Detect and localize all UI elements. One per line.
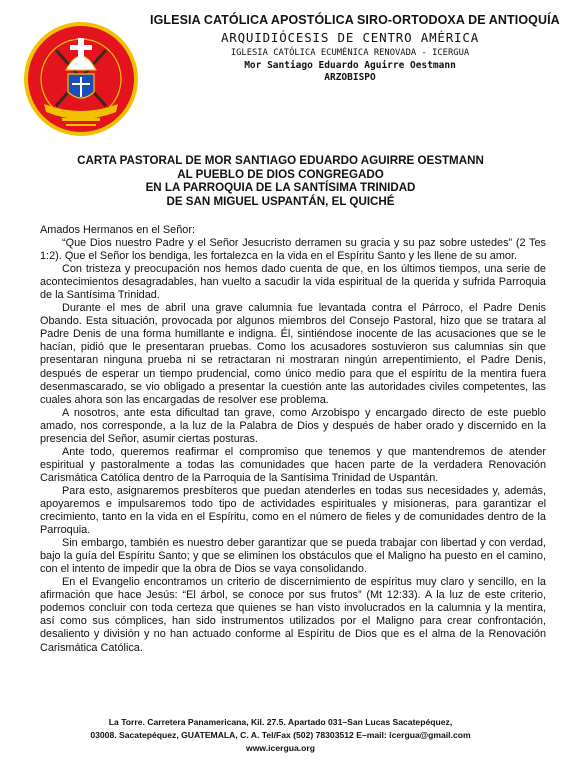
footer-line: La Torre. Carretera Panamericana, Kil. 27.5. Apartado 031–San Lucas Sacatepéquez, [108, 717, 453, 727]
letterhead [150, 12, 560, 84]
title-line: EN LA PARROQUIA DE LA SANTÍSIMA TRINIDAD [145, 181, 416, 194]
title-line: AL PUEBLO DE DIOS CONGREGADO [177, 167, 384, 181]
footer-address [20, 716, 541, 755]
title-line: CARTA PASTORAL DE MOR SANTIAGO EDUARDO AGUIRRE OESTMANN [77, 154, 484, 167]
paragraph: Durante el mes de abril una grave calumnia fue levantada contra el Párroco, el Padre Denis Obando. Esta situación, provocada por algunos miembros del Consejo Pastoral, hizo que se tratara al Padre Denis de una forma humillante e indigna. Él, sintiéndose inocente de las acusaciones que se le hacían, pidió que le presentaran pruebas. Como los acusadores sostuvieron sus calumnias sin que presentaran ninguna prueba ni se retractaran ni mostraran ningún arrepentimiento, el Padre Denis, después de esperar un tiempo prudencial, como único medio para que el espíritu de la mentira fuera desenmascarado, se vio obligado a presentar la cuestión ante las autoridades civiles competentes, las cuales ahora son las encargadas de resolver ese problema. [40, 302, 546, 406]
letter-title [20, 154, 541, 208]
archbishop-name: Mor Santiago Eduardo Aguirre Oestmann [244, 60, 456, 71]
footer-website: www.icergua.org [246, 743, 315, 753]
greeting: Amados Hermanos en el Señor: [40, 224, 195, 236]
paragraph: “Que Dios nuestro Padre y el Señor Jesucristo derramen su gracia y su paz sobre ustedes” (2 Tes 1:2). Que el Señor los bendiga, les fortalezca en la vida en el Espíritu Santo y les llene de su amor. [40, 237, 546, 263]
church-subtitle: IGLESIA CATÓLICA ECUMÉNICA RENOVADA - ICERGUA [230, 48, 470, 58]
paragraph: Para esto, asignaremos presbíteros que puedan atenderles en todas sus necesidades y, además, apoyaremos e impulsaremos todo tipo de actividades espirituales y misioneras, para garantizar el crecimiento, tanto en la vida en el Espíritu, como en el número de fieles y de comunidades dentro de la Parroquia. [40, 484, 546, 537]
archbishop-title: ARZOBISPO [324, 72, 376, 83]
paragraph: En el Evangelio encontramos un criterio de discernimiento de espíritus muy claro y sencillo, en la afirmación que hace Jesús: “El árbol, se conoce por sus frutos” (Mt 12:33). A la luz de este criterio, podemos concluir con toda certeza que quienes se han visto involucrados en la calumnia y la mentira, así como sus cómplices, han sido instrumentos utilizados por el Maligno para crear confrontación, desaliento y división y no han actuado conforme al Espíritu de Dios que es el alma de la Renovación Carismática Católica. [40, 576, 546, 654]
diocesan-seal-icon [22, 20, 140, 138]
church-name: IGLESIA CATÓLICA APOSTÓLICA SIRO-ORTODOXA DE ANTIOQUÍA [150, 13, 560, 27]
paragraph: Ante todo, queremos reafirmar el compromiso que tenemos y que mantendremos de atender espiritual y pastoralmente a todas las comunidades que hacen parte de la verdadera Renovación Carismática Católica dentro de la Parroquia de la Santísima Trinidad de Uspantán. [40, 445, 546, 484]
archdiocese-name: ARQUIDIÓCESIS DE CENTRO AMÉRICA [220, 30, 480, 45]
paragraph: Sin embargo, también es nuestro deber garantizar que se pueda trabajar con libertad y con verdad, bajo la guía del Espíritu Santo; y que se eliminen los obstáculos que el Maligno ha puesto en el camino, con el intento de impedir que la obra de Dios se vaya consolidando. [40, 537, 546, 576]
letter-body [40, 224, 546, 655]
title-line: DE SAN MIGUEL USPANTÁN, EL QUICHÉ [166, 194, 395, 208]
footer-line: 03008. Sacatepéquez, GUATEMALA, C. A. Tel/Fax (502) 78303512 E–mail: icergua@gmail.com [90, 730, 471, 740]
paragraph: Con tristeza y preocupación nos hemos dado cuenta de que, en los últimos tiempos, una serie de acontecimientos desagradables, han vuelto a sacudir la vida espiritual de la querida y sufrida Parroquia de la Santísima Trinidad. [40, 263, 546, 302]
paragraph: A nosotros, ante esta dificultad tan grave, como Arzobispo y encargado directo de este pueblo amado, nos corresponde, a la luz de la Palabra de Dios y después de haber orado y discernido en la presencia del Señor, asumir ciertas posturas. [40, 406, 546, 445]
